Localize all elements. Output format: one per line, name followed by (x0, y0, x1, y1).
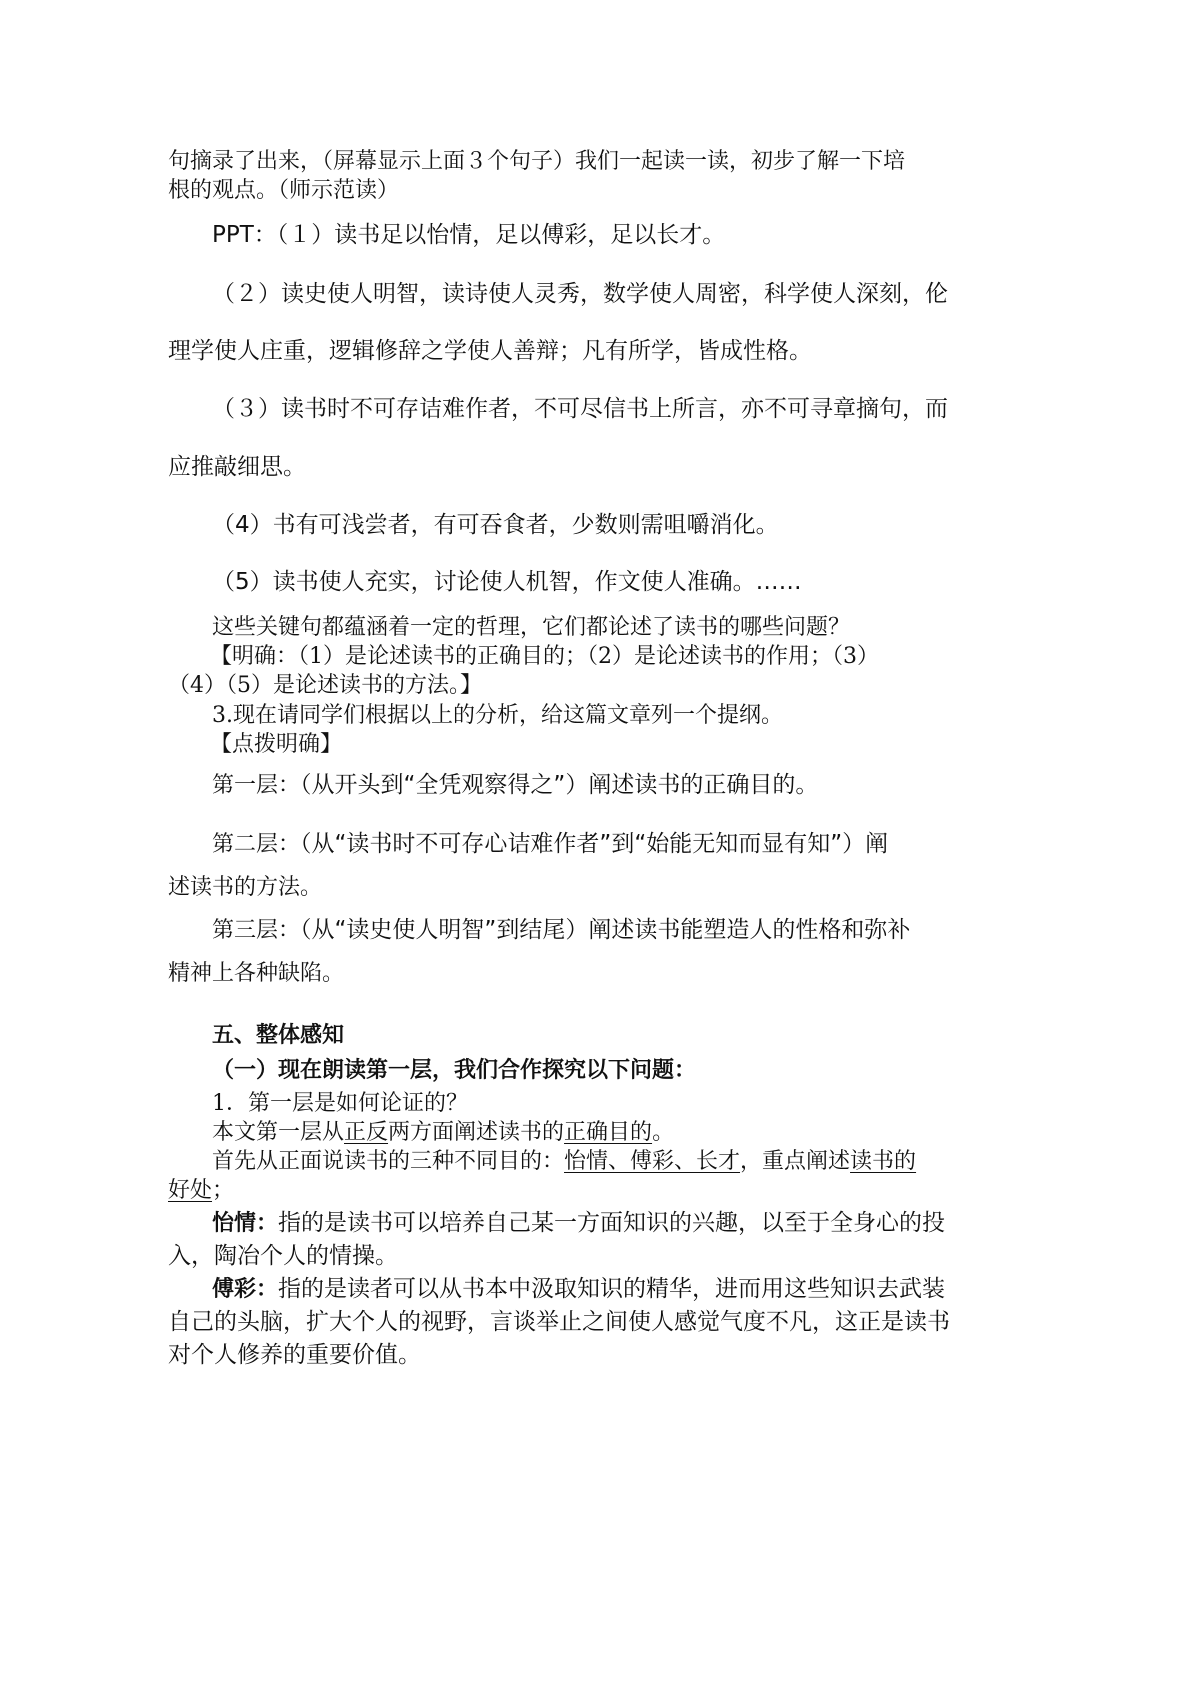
paragraph-2-line-1 (212, 1151, 916, 1173)
layer-1-text: （从开头到“全凭观察得之”）阐述读书的正确目的。 (300, 772, 819, 798)
question-text: 这些关键句都蕴涵着一定的哲理，它们都论述了读书的哪些问题？ (212, 615, 851, 640)
fucai-term: 傅彩： (212, 1276, 279, 1302)
p1-text-b: 两方面阐述读书的 (388, 1120, 565, 1145)
fucai-line-1 (212, 1278, 945, 1301)
yiqing-term: 怡情： (212, 1210, 279, 1236)
layer-3-text: （从“读史使人明智”到结尾）阐述读书能塑造人的性格和弥补 (300, 917, 911, 943)
layer-2-text: （从“读书时不可存心诘难作者”到“始能无知而显有知”）阐 (300, 831, 889, 857)
fucai-text-1: 指的是读者可以从书本中汲取知识的精华，进而用这些知识去武装 (278, 1276, 946, 1302)
outline-task: 3.现在请同学们根据以上的分析，给这篇文章列一个提纲。 (212, 703, 783, 728)
p2-text-a: 首先从正面说读书的三种不同目的： (212, 1149, 565, 1174)
intro-line-1: 句摘录了出来，（屏幕显示上面３个句子）我们一起读一读，初步了解一下培 (168, 149, 906, 174)
p1-text-a: 本文第一层从 (212, 1120, 345, 1145)
p2-text-c: ； (212, 1178, 235, 1203)
section-subheading: （一）现在朗读第一层，我们合作探究以下问题： (212, 1057, 697, 1083)
layer-3-label: 第三层： (212, 918, 301, 943)
p1-text-c: 。 (652, 1120, 675, 1145)
p2-text-b: ，重点阐述 (740, 1149, 851, 1174)
question-1: 1．第一层是如何论证的？ (212, 1091, 468, 1116)
ppt-item-2-line-1: （２）读史使人明智，读诗使人灵秀，数学使人周密，科学使人深刻，伦 (212, 281, 948, 307)
p2-underline-1: 怡情、傅彩、长才 (564, 1149, 741, 1174)
outline-layer-3 (212, 919, 910, 942)
p1-underline-1: 正反 (344, 1120, 389, 1145)
yiqing-line-2: 入，陶冶个人的情操。 (168, 1243, 398, 1269)
paragraph-2-line-2 (168, 1180, 234, 1202)
intro-line-2: 根的观点。（师示范读） (168, 178, 400, 203)
outline-layer-3-line-2: 精神上各种缺陷。 (168, 961, 345, 986)
p2-underline-3: 好处 (168, 1178, 213, 1203)
outline-hint: 【点拨明确】 (210, 732, 343, 757)
answer-line-1: 【明确：（1）是论述读书的正确目的；（2）是论述读书的作用；（3） (210, 644, 879, 669)
section-heading: 五、整体感知 (212, 1022, 345, 1048)
ppt-item-1: PPT：（１）读书足以怡情，足以傅彩，足以长才。 (212, 222, 726, 248)
ppt-item-3-line-1: （３）读书时不可存诘难作者，不可尽信书上所言，亦不可寻章摘句，而 (212, 396, 948, 422)
outline-layer-2 (212, 833, 888, 856)
p1-underline-2: 正确目的 (564, 1120, 653, 1145)
ppt-item-2-line-2: 理学使人庄重，逻辑修辞之学使人善辩；凡有所学，皆成性格。 (168, 338, 812, 364)
yiqing-text-1: 指的是读书可以培养自己某一方面知识的兴趣，以至于全身心的投 (278, 1210, 946, 1236)
yiqing-line-1 (212, 1212, 945, 1235)
ppt-item-3-line-2: 应推敲细思。 (168, 454, 306, 480)
paragraph-1 (212, 1122, 674, 1144)
fucai-line-2: 自己的头脑，扩大个人的视野，言谈举止之间使人感觉气度不凡，这正是读书 (168, 1309, 950, 1335)
fucai-line-3: 对个人修养的重要价值。 (168, 1342, 421, 1368)
layer-2-label: 第二层： (212, 832, 301, 857)
answer-line-2: （4）（5）是论述读书的方法。】 (168, 673, 482, 698)
ppt-item-5: （5）读书使人充实，讨论使人机智，作文使人准确。…… (212, 569, 802, 595)
ppt-item-4: （4）书有可浅尝者，有可吞食者，少数则需咀嚼消化。 (212, 512, 779, 538)
outline-layer-2-line-2: 述读书的方法。 (168, 875, 323, 900)
layer-1-label: 第一层： (212, 773, 301, 798)
p2-underline-2: 读书的 (850, 1149, 917, 1174)
outline-layer-1 (212, 774, 818, 797)
